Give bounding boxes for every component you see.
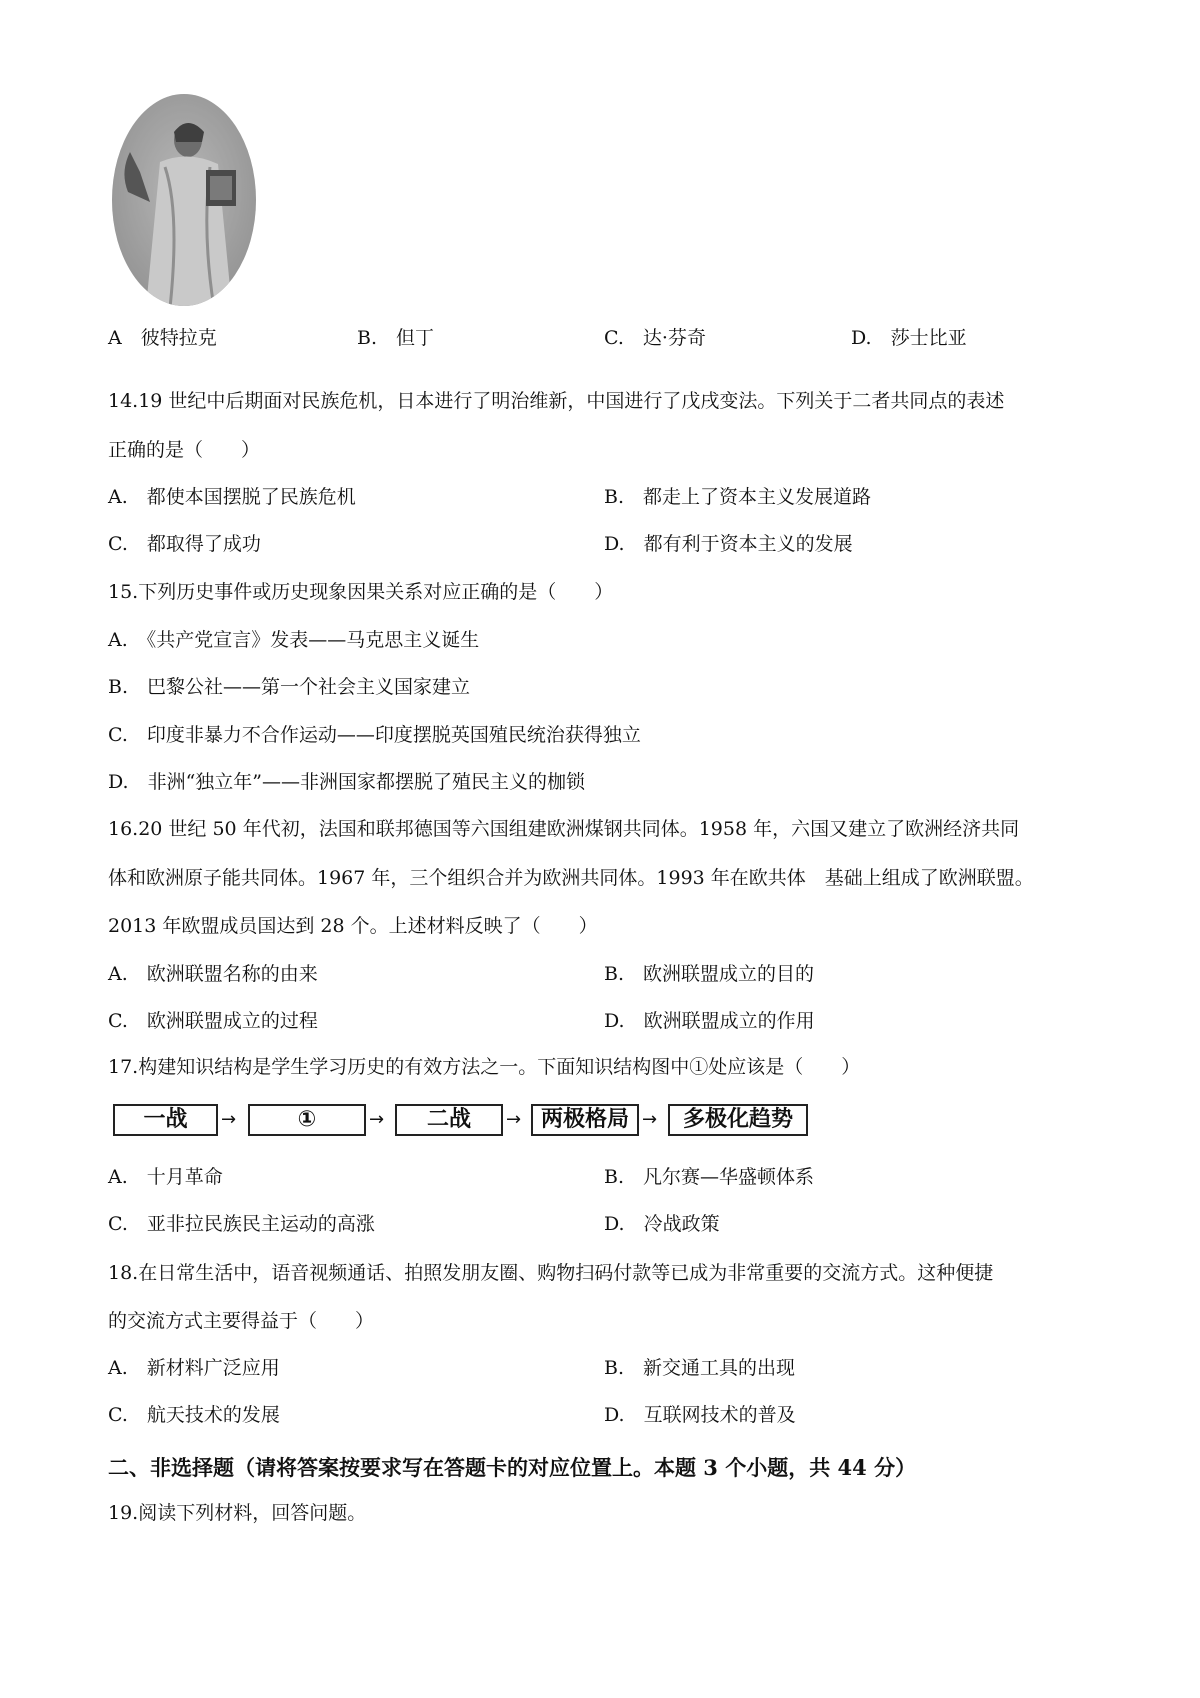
q18-option-a: A. 新材料广泛应用 (108, 1357, 280, 1379)
q14-option-d: D. 都有利于资本主义的发展 (604, 533, 853, 555)
chain-box-multipolar: 多极化趋势 (668, 1104, 808, 1136)
q17-option-c: C. 亚非拉民族民主运动的高涨 (108, 1213, 375, 1235)
q16-option-c: C. 欧洲联盟成立的过程 (108, 1010, 318, 1032)
section-two-heading: 二、非选择题（请将答案按要求写在答题卡的对应位置上。本题 3 个小题，共 44 分） (108, 1455, 917, 1480)
q19-stem: 19.阅读下列材料，回答问题。 (108, 1502, 367, 1524)
q14-stem-line2: 正确的是（ ） (108, 439, 261, 461)
q14-option-a: A. 都使本国摆脱了民族危机 (108, 486, 356, 508)
portrait-image (110, 92, 258, 308)
q15-option-a: A. 《共产党宣言》发表——马克思主义诞生 (108, 629, 480, 651)
q16-option-d: D. 欧洲联盟成立的作用 (604, 1010, 815, 1032)
knowledge-structure-diagram (113, 1100, 823, 1140)
q17-option-a: A. 十月革命 (108, 1166, 223, 1188)
q13-option-d: D. 莎士比亚 (851, 327, 967, 349)
q16-stem-line2: 体和欧洲原子能共同体。1967 年，三个组织合并为欧洲共同体。1993 年在欧共体 基础上组成了欧洲联盟。 (108, 867, 1034, 889)
q16-stem-line1: 16.20 世纪 50 年代初，法国和联邦德国等六国组建欧洲煤钢共同体。1958 年，六国又建立了欧洲经济共同 (108, 818, 1020, 840)
q17-option-b: B. 凡尔赛—华盛顿体系 (604, 1166, 815, 1188)
chain-box-ww1: 一战 (113, 1104, 218, 1136)
q18-option-c: C. 航天技术的发展 (108, 1404, 280, 1426)
q18-option-b: B. 新交通工具的出现 (604, 1357, 796, 1379)
q15-option-b: B. 巴黎公社——第一个社会主义国家建立 (108, 676, 471, 698)
q17-option-d: D. 冷战政策 (604, 1213, 720, 1235)
q16-stem-line3: 2013 年欧盟成员国达到 28 个。上述材料反映了（ ） (108, 915, 598, 937)
q14-option-c: C. 都取得了成功 (108, 533, 261, 555)
q16-option-b: B. 欧洲联盟成立的目的 (604, 963, 815, 985)
q18-option-d: D. 互联网技术的普及 (604, 1404, 796, 1426)
q18-stem-line2: 的交流方式主要得益于（ ） (108, 1310, 375, 1332)
q13-option-a: A 彼特拉克 (108, 327, 217, 349)
q15-option-d: D. 非洲“独立年”——非洲国家都摆脱了殖民主义的枷锁 (108, 771, 586, 793)
q13-option-c: C. 达·芬奇 (604, 327, 706, 349)
chain-arrow-3: → (506, 1109, 522, 1130)
q15-option-c: C. 印度非暴力不合作运动——印度摆脱英国殖民统治获得独立 (108, 724, 641, 746)
chain-box-bipolar: 两极格局 (531, 1104, 639, 1136)
q13-option-b: B. 但丁 (357, 327, 435, 349)
chain-arrow-1: → (221, 1109, 237, 1130)
q18-stem-line1: 18.在日常生活中，语音视频通话、拍照发朋友圈、购物扫码付款等已成为非常重要的交流方式。这种便捷 (108, 1262, 994, 1284)
chain-arrow-2: → (369, 1109, 385, 1130)
q16-option-a: A. 欧洲联盟名称的由来 (108, 963, 318, 985)
q14-stem-line1: 14.19 世纪中后期面对民族危机，日本进行了明治维新，中国进行了戊戌变法。下列关于二者共同点的表述 (108, 390, 1005, 412)
chain-arrow-4: → (642, 1109, 658, 1130)
chain-box-ww2: 二战 (395, 1104, 503, 1136)
q17-stem: 17.构建知识结构是学生学习历史的有效方法之一。下面知识结构图中①处应该是（ ） (108, 1056, 861, 1078)
chain-box-blank: ① (248, 1104, 366, 1136)
q14-option-b: B. 都走上了资本主义发展道路 (604, 486, 872, 508)
q15-stem: 15.下列历史事件或历史现象因果关系对应正确的是（ ） (108, 581, 614, 603)
